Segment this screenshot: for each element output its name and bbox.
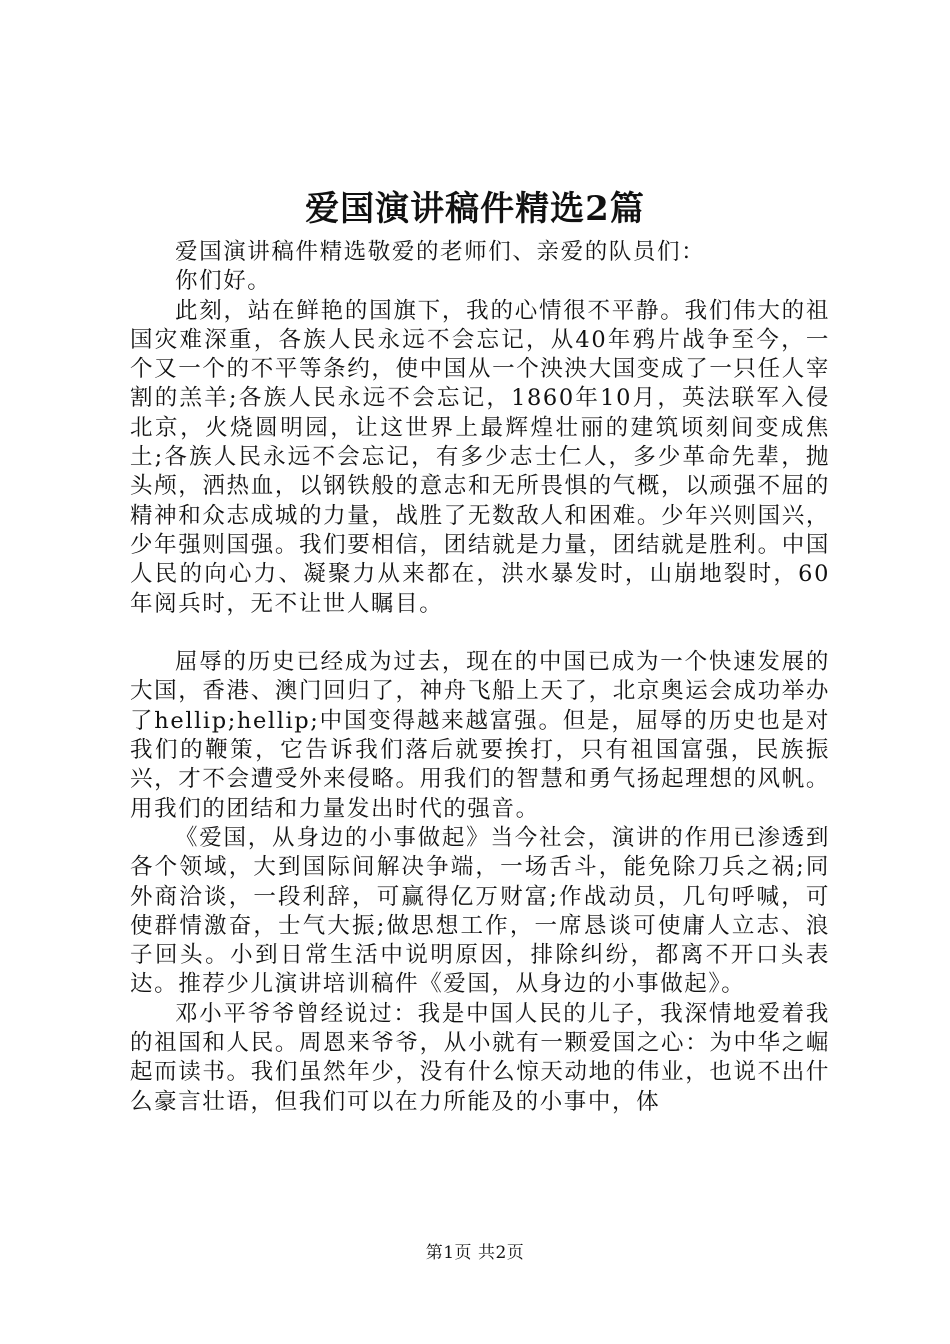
body-paragraph-small-things: 《爱国，从身边的小事做起》当今社会，演讲的作用已渗透到各个领域，大到国际间解决争端，一场舌斗，能免除刀兵之祸;同外商洽谈，一段利辞，可赢得亿万财富;作战动员，几句呼喊，可使群情激奋，士气大振;做思想工作，一席恳谈可使庸人立志、浪子回头。小到日常生活中说明原因，排除纠纷，都离不开口头表达。推荐少儿演讲培训稿件《爱国，从身边的小事做起》。 bbox=[130, 824, 830, 998]
body-paragraph-deng-xiaoping: 邓小平爷爷曾经说过：我是中国人民的儿子，我深情地爱着我的祖国和人民。周恩来爷爷，从小就有一颗爱国之心：为中华之崛起而读书。我们虽然年少，没有什么惊天动地的伟业，也说不出什么豪言壮语，但我们可以在力所能及的小事中，体 bbox=[130, 1000, 830, 1115]
salutation-paragraph: 爱国演讲稿件精选敬爱的老师们、亲爱的队员们： bbox=[175, 239, 706, 265]
greeting-paragraph: 你们好。 bbox=[175, 268, 272, 295]
page-number-footer: 第1页 共2页 bbox=[425, 1243, 525, 1263]
body-paragraph-history: 此刻，站在鲜艳的国旗下，我的心情很不平静。我们伟大的祖国灾难深重，各族人民永远不会忘记，从40年鸦片战争至今，一个又一个的不平等条约，使中国从一个泱泱大国变成了一只任人宰割的羔羊;各族人民永远不会忘记，1860年10月，英法联军入侵北京，火烧圆明园，让这世界上最辉煌壮丽的建筑顷刻间变成焦土;各族人民永远不会忘记，有多少志士仁人，多少革命先辈，抛头颅，洒热血，以钢铁般的意志和无所畏惧的气概，以顽强不屈的精神和众志成城的力量，战胜了无数敌人和困难。少年兴则国兴，少年强则国强。我们要相信，团结就是力量，团结就是胜利。中国人民的向心力、凝聚力从来都在，洪水暴发时，山崩地裂时，60年阅兵时，无不让世人瞩目。 bbox=[130, 297, 830, 617]
body-paragraph-development: 屈辱的历史已经成为过去，现在的中国已成为一个快速发展的大国，香港、澳门回归了，神舟飞船上天了，北京奥运会成功举办了hellip;hellip;中国变得越来越富强。但是，屈辱的历史也是对我们的鞭策，它告诉我们落后就要挨打，只有祖国富强，民族振兴，才不会遭受外来侵略。用我们的智慧和勇气扬起理想的风帆。用我们的团结和力量发出时代的强音。 bbox=[130, 649, 830, 822]
document-title: 爱国演讲稿件精选2篇 bbox=[305, 189, 645, 229]
document-body bbox=[130, 238, 830, 1117]
